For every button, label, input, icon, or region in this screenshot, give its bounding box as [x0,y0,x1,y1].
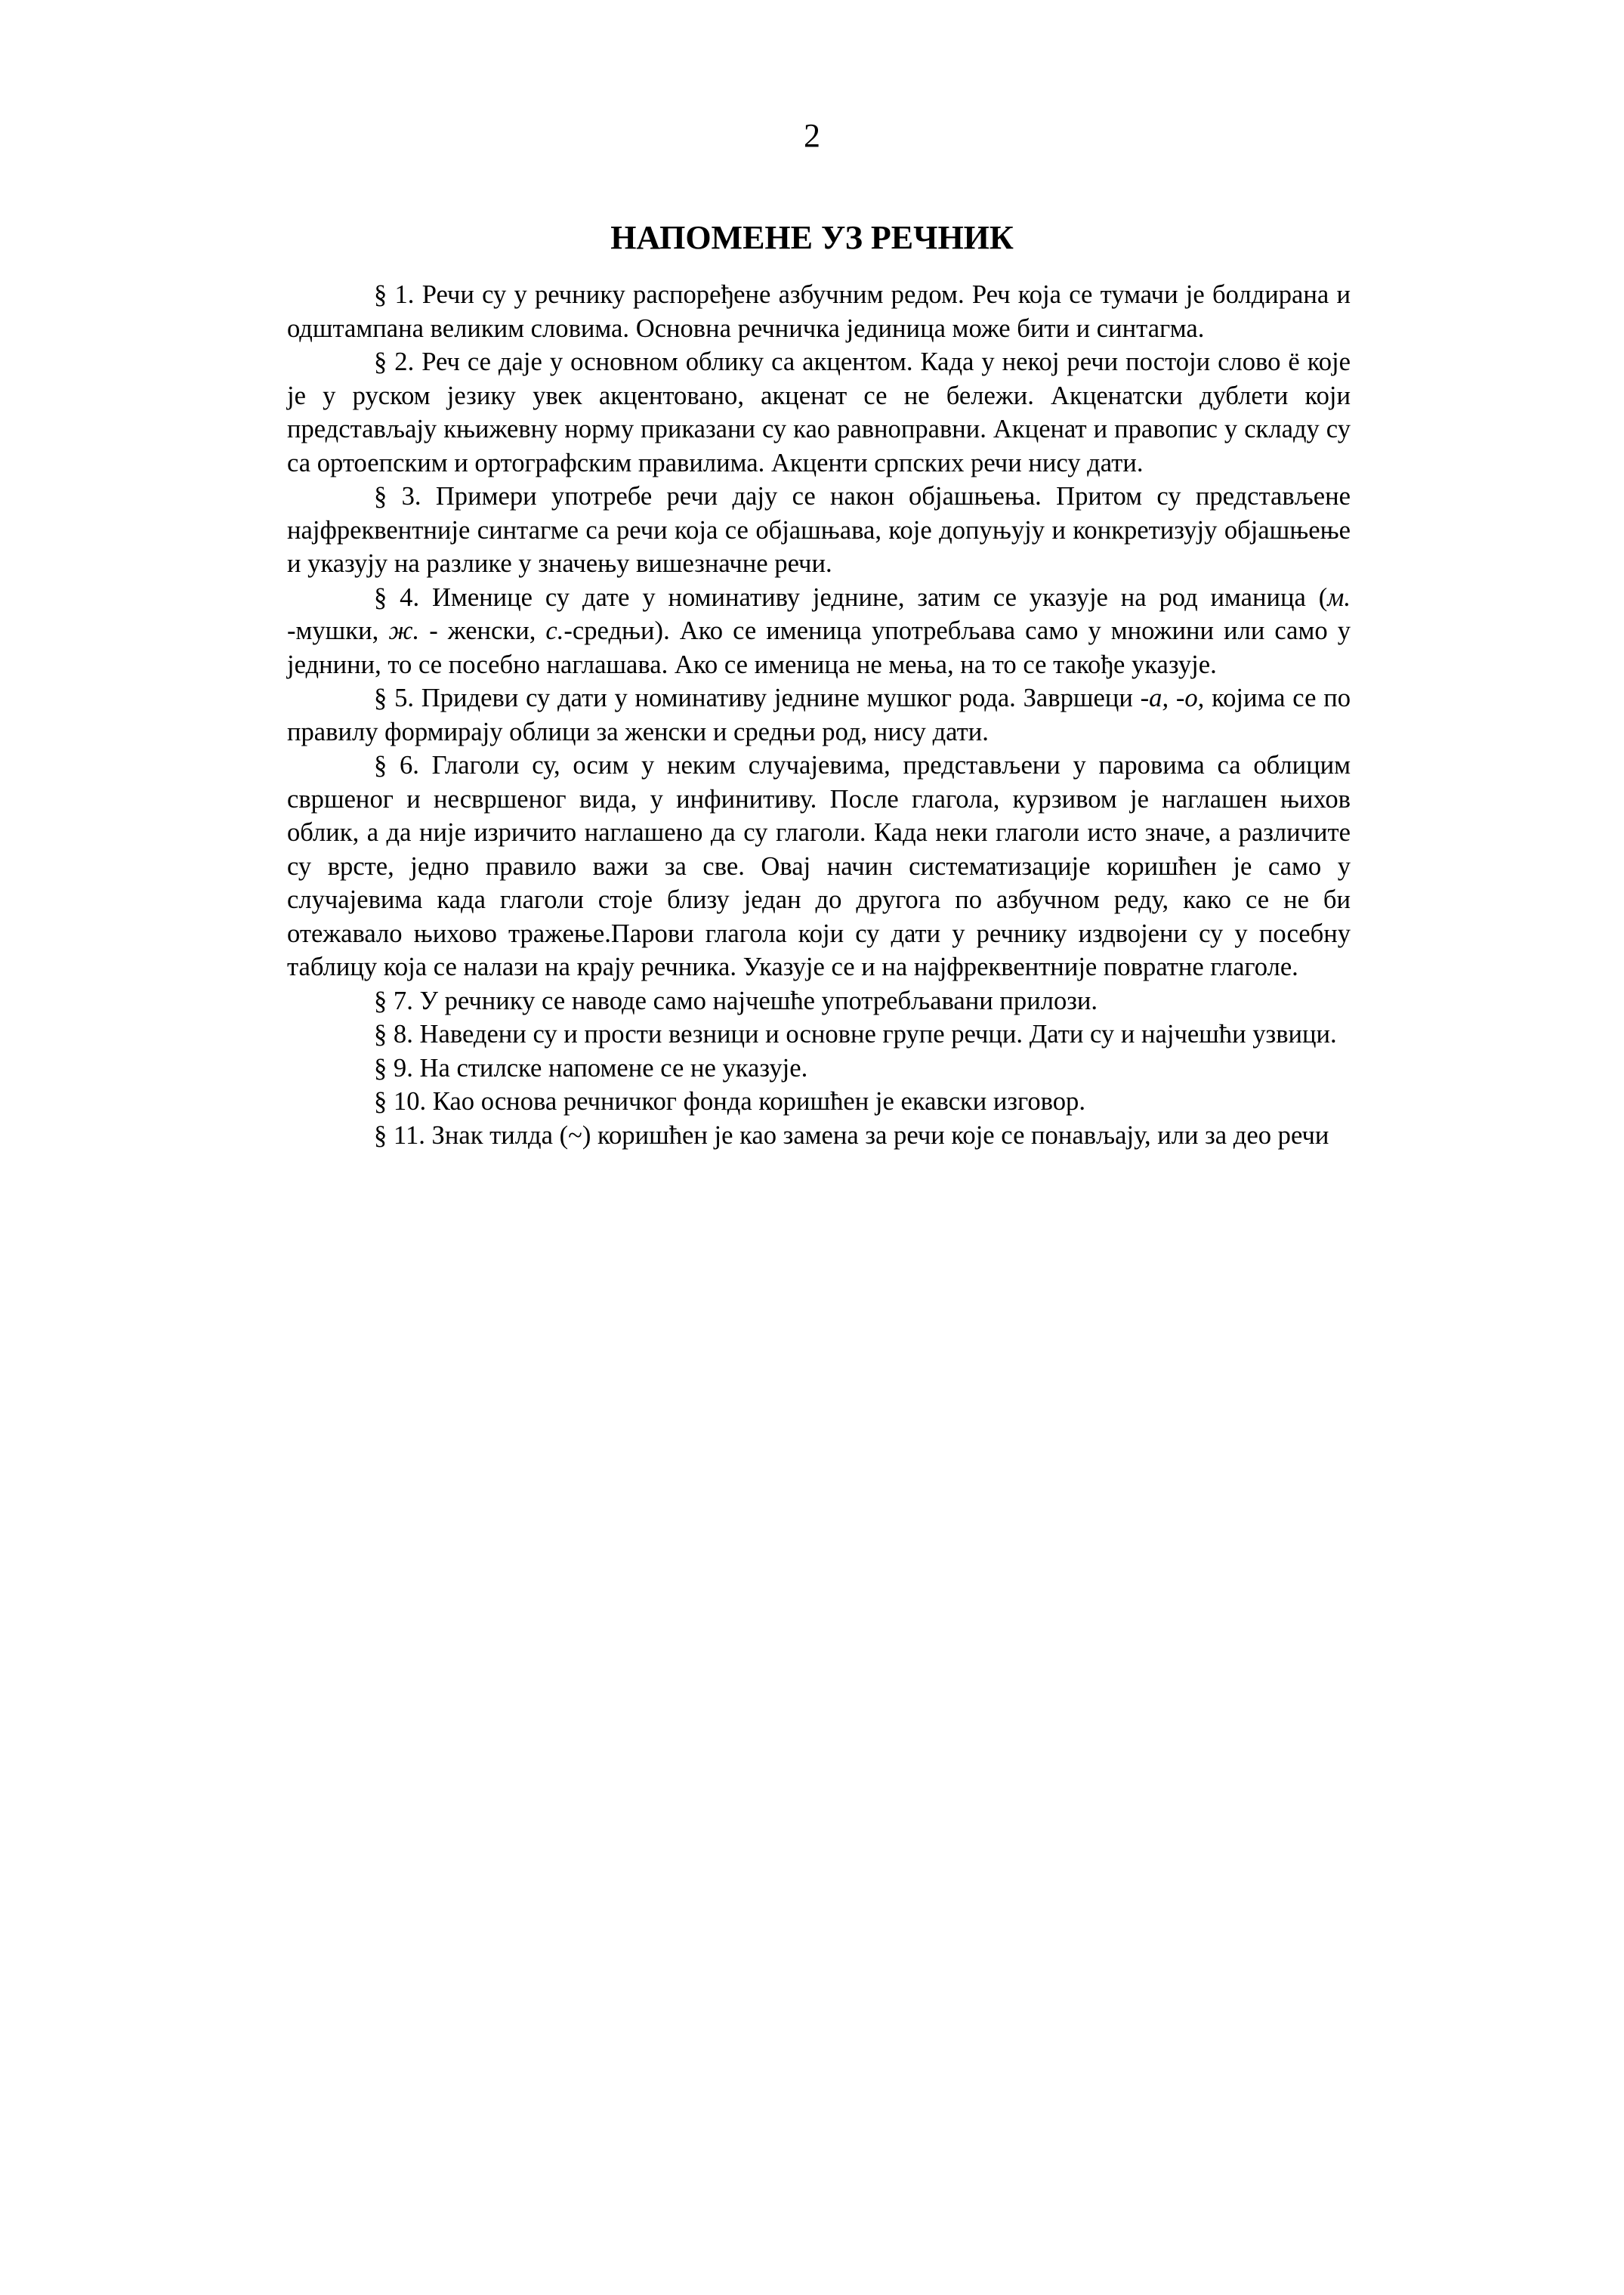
notes-body [287,278,1351,1152]
paragraph-4-text-1: § 4. Именице су дате у номинативу једнине, затим се указује на род иманица ( [374,582,1328,612]
paragraph-5-text-1: § 5. Придеви су дати у номинативу једнине мушког рода. Завршеци [374,684,1141,712]
paragraph-4-text-4: -средњи). Ако се именица употребљава само у множини или само у једнини, то се посебно наглашава. Ако се именица не мења, на то се такође указује. [287,616,1351,679]
paragraph-4 [287,581,1351,682]
paragraph-5-text-2: којима се по правилу формирају облици за женски и средњи род, нису дати. [287,684,1351,746]
page-number: 2 [804,117,820,154]
page-title: НАПОМЕНЕ УЗ РЕЧНИК [610,219,1014,256]
paragraph-8: § 8. Наведени су и прости везници и основне групе речци. Дати су и најчешћи узвици. [374,1020,1337,1049]
abbr-masculine: м. [1327,582,1351,612]
paragraph-1: § 1. Речи су у речнику распоређене азбучним редом. Реч која се тумачи је болдирана и одштампана великим словима. Основна речничка јединица може бити и синтагма. [287,280,1351,343]
paragraph-2: § 2. Реч се даје у основном облику са акцентом. Када у некој речи постоји слово ё које је у руском језику увек акцентовано, акценат се не бележи. Акценатски дублети који представљају књижевну норму приказани су као равноправни. Акценат и правопис у складу су са ортоепским и ортографским правилима. Акценти српских речи нису дати. [287,347,1351,477]
paragraph-9: § 9. На стилске напомене се не указује. [374,1053,808,1083]
abbr-feminine: ж. [388,616,420,645]
paragraph-6: § 6. Глаголи су, осим у неким случајевима, представљени у паровима са облицим свршеног и несвршеног вида, у инфинитиву. После глагола, курзивом је наглашен њихов облик, а да није изричито наглашено да су глаголи. Када неки глаголи исто значе, а различите су врсте, једно правило важи за све. Овај начин систематизације коришћен је само у случајевима када глаголи стоје близу један до другога по азбучном реду, како се не би отежавало њихово тражење.Парови глагола који су дати у речнику издвојени су у посебну таблицу која се налази на крају речника. Указује се и на најфреквентније повратне глаголе. [287,751,1351,981]
abbr-neuter: с. [545,616,564,645]
paragraph-4-text-2: -мушки, [287,616,389,645]
paragraph-11: § 11. Знак тилда (~) коришћен је као замена за речи које се понављају, или за део речи [374,1120,1329,1150]
paragraph-7: § 7. У речнику се наводе само најчешће употребљавани прилози. [374,986,1098,1015]
paragraph-3: § 3. Примери употребе речи дају се након објашњења. Притом су представљене најфреквентније синтагме са речи која се објашњава, које допуњују и конкретизују објашњење и указују на разлике у значењу вишезначне речи. [287,482,1351,578]
endings-italic: -а, -о, [1140,684,1205,712]
paragraph-10: § 10. Као основа речничког фонда коришћен је екавски изговор. [374,1087,1085,1116]
paragraph-5 [287,681,1351,749]
paragraph-4-text-3: - женски, [419,616,546,645]
